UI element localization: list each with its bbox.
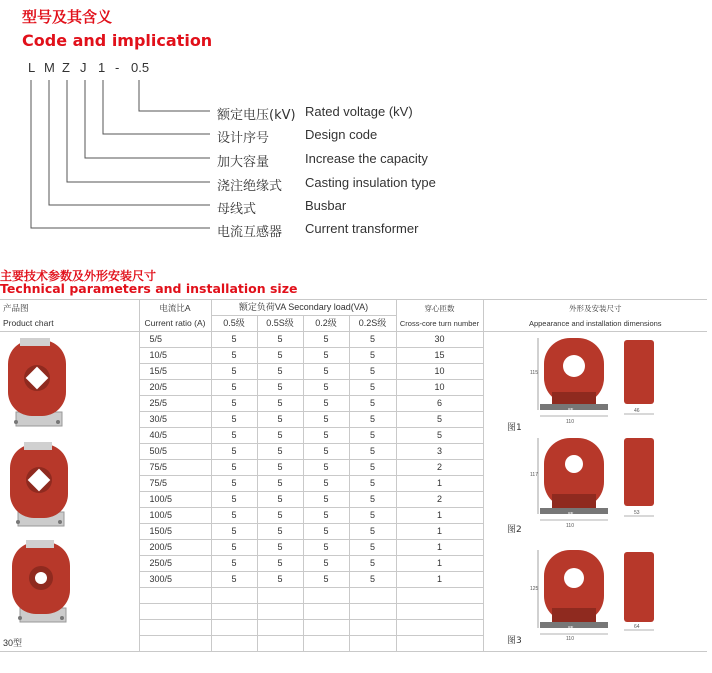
dimension-drawings (500, 330, 710, 640)
table-cell: 5 (257, 524, 303, 540)
table-cell: 5 (303, 556, 349, 572)
fig2-height: 117 (530, 472, 538, 478)
table-cell: 5 (303, 396, 349, 412)
table-cell: 1 (396, 524, 483, 540)
table-cell: 5 (257, 460, 303, 476)
empty-cell (211, 604, 257, 620)
product-image-1 (2, 338, 72, 438)
table-cell: 5 (349, 508, 396, 524)
table-cell: 5 (349, 380, 396, 396)
table-cell: 5 (211, 348, 257, 364)
table-cell: 50/5 (139, 444, 211, 460)
table-cell: 1 (396, 556, 483, 572)
table-cell: 75/5 (139, 460, 211, 476)
table-row: 5/5 (139, 332, 211, 348)
table-cell: 150/5 (139, 524, 211, 540)
table-cell: 5 (211, 524, 257, 540)
table-cell: 75/5 (139, 476, 211, 492)
table-cell: 5 (211, 428, 257, 444)
table-cell: 5 (211, 332, 257, 348)
table-cell: 5 (257, 556, 303, 572)
table-cell: 5 (396, 412, 483, 428)
table-cell: 5 (349, 524, 396, 540)
table-cell: 5 (257, 508, 303, 524)
header-dims-en: Appearance and installation dimensions (528, 318, 662, 328)
header-ratio-en: Current ratio (A) (144, 317, 206, 328)
empty-cell (257, 604, 303, 620)
table-cell: 5 (211, 556, 257, 572)
table-cell: 2 (396, 492, 483, 508)
table-cell: 5 (349, 348, 396, 364)
meaning-capacity-en: Increase the capacity (305, 151, 428, 166)
table-cell: 10 (396, 380, 483, 396)
table-cell: 5 (257, 396, 303, 412)
table-cell: 3 (396, 444, 483, 460)
meaning-casting-cn: 浇注绝缘式 (217, 179, 283, 194)
empty-cell (257, 636, 303, 652)
header-ratio-cn: 电流比A (159, 302, 191, 313)
table-cell: 25/5 (139, 396, 211, 412)
code-letter-l: L (28, 60, 36, 75)
meaning-capacity-cn: 加大容量 (217, 155, 270, 170)
page-title-cn: 型号及其含义 (22, 8, 113, 26)
empty-cell (303, 636, 349, 652)
meaning-design-en: Design code (305, 127, 378, 142)
empty-cell (211, 636, 257, 652)
table-cell: 5 (303, 364, 349, 380)
empty-cell (396, 636, 483, 652)
header-class-05s: 0.5S级 (257, 316, 303, 332)
fig3-height: 125 (530, 586, 539, 592)
empty-cell (349, 588, 396, 604)
empty-cell (349, 620, 396, 636)
table-cell: 5 (303, 380, 349, 396)
product-image-3 (8, 538, 78, 638)
table-cell: 1 (396, 508, 483, 524)
table-cell: 10 (396, 364, 483, 380)
table-cell: 40/5 (139, 428, 211, 444)
fig1-height: 115 (530, 370, 538, 376)
table-cell: 5 (211, 412, 257, 428)
empty-cell (211, 588, 257, 604)
empty-cell (139, 588, 211, 604)
table-cell: 5 (349, 412, 396, 428)
table-cell: 5 (211, 508, 257, 524)
figure-2-drawing (538, 438, 654, 520)
meaning-ct-en: Current transformer (305, 221, 419, 236)
table-cell: 5 (303, 492, 349, 508)
table-cell: 5 (211, 460, 257, 476)
empty-cell (396, 588, 483, 604)
fig3-width: 110 (566, 636, 574, 640)
table-cell: 1 (396, 572, 483, 588)
table-cell: 20/5 (139, 380, 211, 396)
table-cell: 5 (349, 556, 396, 572)
table-cell: 5 (257, 476, 303, 492)
table-cell: 5 (211, 540, 257, 556)
table-cell: 1 (396, 476, 483, 492)
meaning-busbar-en: Busbar (305, 198, 347, 213)
table-cell: 5 (349, 492, 396, 508)
fig2-base: 85 (568, 512, 574, 518)
table-cell: 5 (257, 332, 303, 348)
table-cell: 300/5 (139, 572, 211, 588)
table-cell: 15 (396, 348, 483, 364)
header-dims-cn: 外形及安装尺寸 (569, 303, 622, 313)
figure-3-drawing (538, 550, 654, 634)
header-product-cn: 产品图 (3, 302, 29, 313)
section-title-cn: 主要技术参数及外形安装尺寸 (0, 269, 157, 283)
table-cell: 5 (303, 572, 349, 588)
figure-2-label: 图2 (507, 525, 522, 535)
table-cell: 5 (257, 364, 303, 380)
table-cell: 5 (303, 524, 349, 540)
table-cell: 5 (349, 396, 396, 412)
figure-1-label: 图1 (507, 423, 522, 433)
table-cell: 5 (303, 348, 349, 364)
fig1-width: 110 (566, 419, 574, 425)
table-cell: 6 (396, 396, 483, 412)
empty-cell (303, 620, 349, 636)
table-cell: 30 (396, 332, 483, 348)
code-letter-m: M (44, 60, 55, 75)
table-cell: 5 (349, 572, 396, 588)
table-cell: 5 (303, 460, 349, 476)
code-letter-j: J (80, 60, 87, 75)
table-cell: 5 (257, 540, 303, 556)
table-cell: 5 (349, 540, 396, 556)
table-cell: 5 (303, 428, 349, 444)
table-cell: 5 (211, 476, 257, 492)
empty-cell (303, 588, 349, 604)
meaning-ct-cn: 电流互感器 (217, 225, 283, 240)
header-class-02s: 0.2S级 (349, 316, 396, 332)
empty-cell (139, 604, 211, 620)
table-cell: 5 (257, 348, 303, 364)
table-cell: 2 (396, 460, 483, 476)
fig1-base: 85 (568, 408, 574, 414)
table-cell: 15/5 (139, 364, 211, 380)
table-cell: 1 (396, 540, 483, 556)
table-cell: 5 (211, 444, 257, 460)
fig2-side: 53 (634, 510, 640, 516)
table-cell: 250/5 (139, 556, 211, 572)
table-cell: 10/5 (139, 348, 211, 364)
fig1-side: 46 (634, 408, 640, 414)
meaning-voltage-cn: 额定电压(kV) (217, 108, 296, 123)
table-cell: 5 (303, 540, 349, 556)
table-cell: 5 (349, 460, 396, 476)
product-image-2 (4, 440, 74, 540)
empty-cell (257, 620, 303, 636)
figure-1-drawing (538, 338, 654, 416)
table-cell: 5 (257, 444, 303, 460)
code-digit-1: 1 (98, 60, 106, 75)
table-cell: 100/5 (139, 508, 211, 524)
table-cell: 5 (257, 380, 303, 396)
header-turns (396, 300, 483, 332)
empty-cell (139, 636, 211, 652)
meaning-casting-en: Casting insulation type (305, 175, 436, 190)
table-cell: 5 (303, 412, 349, 428)
empty-cell (303, 604, 349, 620)
meaning-voltage-en: Rated voltage (kV) (305, 104, 413, 119)
code-voltage: 0.5 (131, 60, 150, 75)
table-cell: 5 (349, 364, 396, 380)
fig2-width: 110 (566, 523, 574, 529)
table-cell: 5 (257, 572, 303, 588)
table-cell: 200/5 (139, 540, 211, 556)
table-cell: 100/5 (139, 492, 211, 508)
table-cell: 5 (349, 444, 396, 460)
table-cell: 5 (303, 476, 349, 492)
table-cell: 5 (349, 428, 396, 444)
header-product-en: Product chart (3, 317, 54, 328)
table-cell: 5 (396, 428, 483, 444)
table-cell: 5 (211, 380, 257, 396)
model-label: 30型 (3, 638, 23, 648)
table-cell: 30/5 (139, 412, 211, 428)
table-cell: 5 (257, 412, 303, 428)
header-ratio (139, 300, 211, 332)
header-class-05: 0.5级 (211, 316, 257, 332)
table-cell: 5 (211, 364, 257, 380)
table-cell: 5 (211, 492, 257, 508)
fig3-base: 85 (568, 626, 574, 632)
table-cell: 5 (303, 332, 349, 348)
table-cell: 5 (349, 332, 396, 348)
section-title-en: Technical parameters and installation size (0, 281, 298, 296)
empty-cell (257, 588, 303, 604)
header-load: 额定负荷VA Secondary load(VA) (211, 300, 396, 316)
header-turns-en: Cross-core turn number (399, 318, 480, 328)
header-class-02: 0.2级 (303, 316, 349, 332)
page-title-en: Code and implication (22, 31, 213, 50)
table-cell: 5 (349, 476, 396, 492)
meaning-busbar-cn: 母线式 (217, 202, 257, 217)
fig3-side: 64 (634, 624, 640, 630)
empty-cell (349, 604, 396, 620)
table-cell: 5 (257, 428, 303, 444)
empty-cell (396, 604, 483, 620)
code-letter-z: Z (62, 60, 70, 75)
header-dims (483, 300, 707, 332)
empty-cell (139, 620, 211, 636)
table-cell: 5 (257, 492, 303, 508)
code-dash: - (115, 60, 120, 75)
header-turns-cn: 穿心匝数 (424, 303, 455, 313)
figure-3-label: 图3 (507, 636, 522, 646)
header-product (0, 300, 139, 332)
table-cell: 5 (303, 508, 349, 524)
table-cell: 5 (211, 396, 257, 412)
table-cell: 5 (303, 444, 349, 460)
empty-cell (211, 620, 257, 636)
empty-cell (396, 620, 483, 636)
empty-cell (349, 636, 396, 652)
table-cell: 5 (211, 572, 257, 588)
meaning-design-cn: 设计序号 (217, 131, 270, 146)
